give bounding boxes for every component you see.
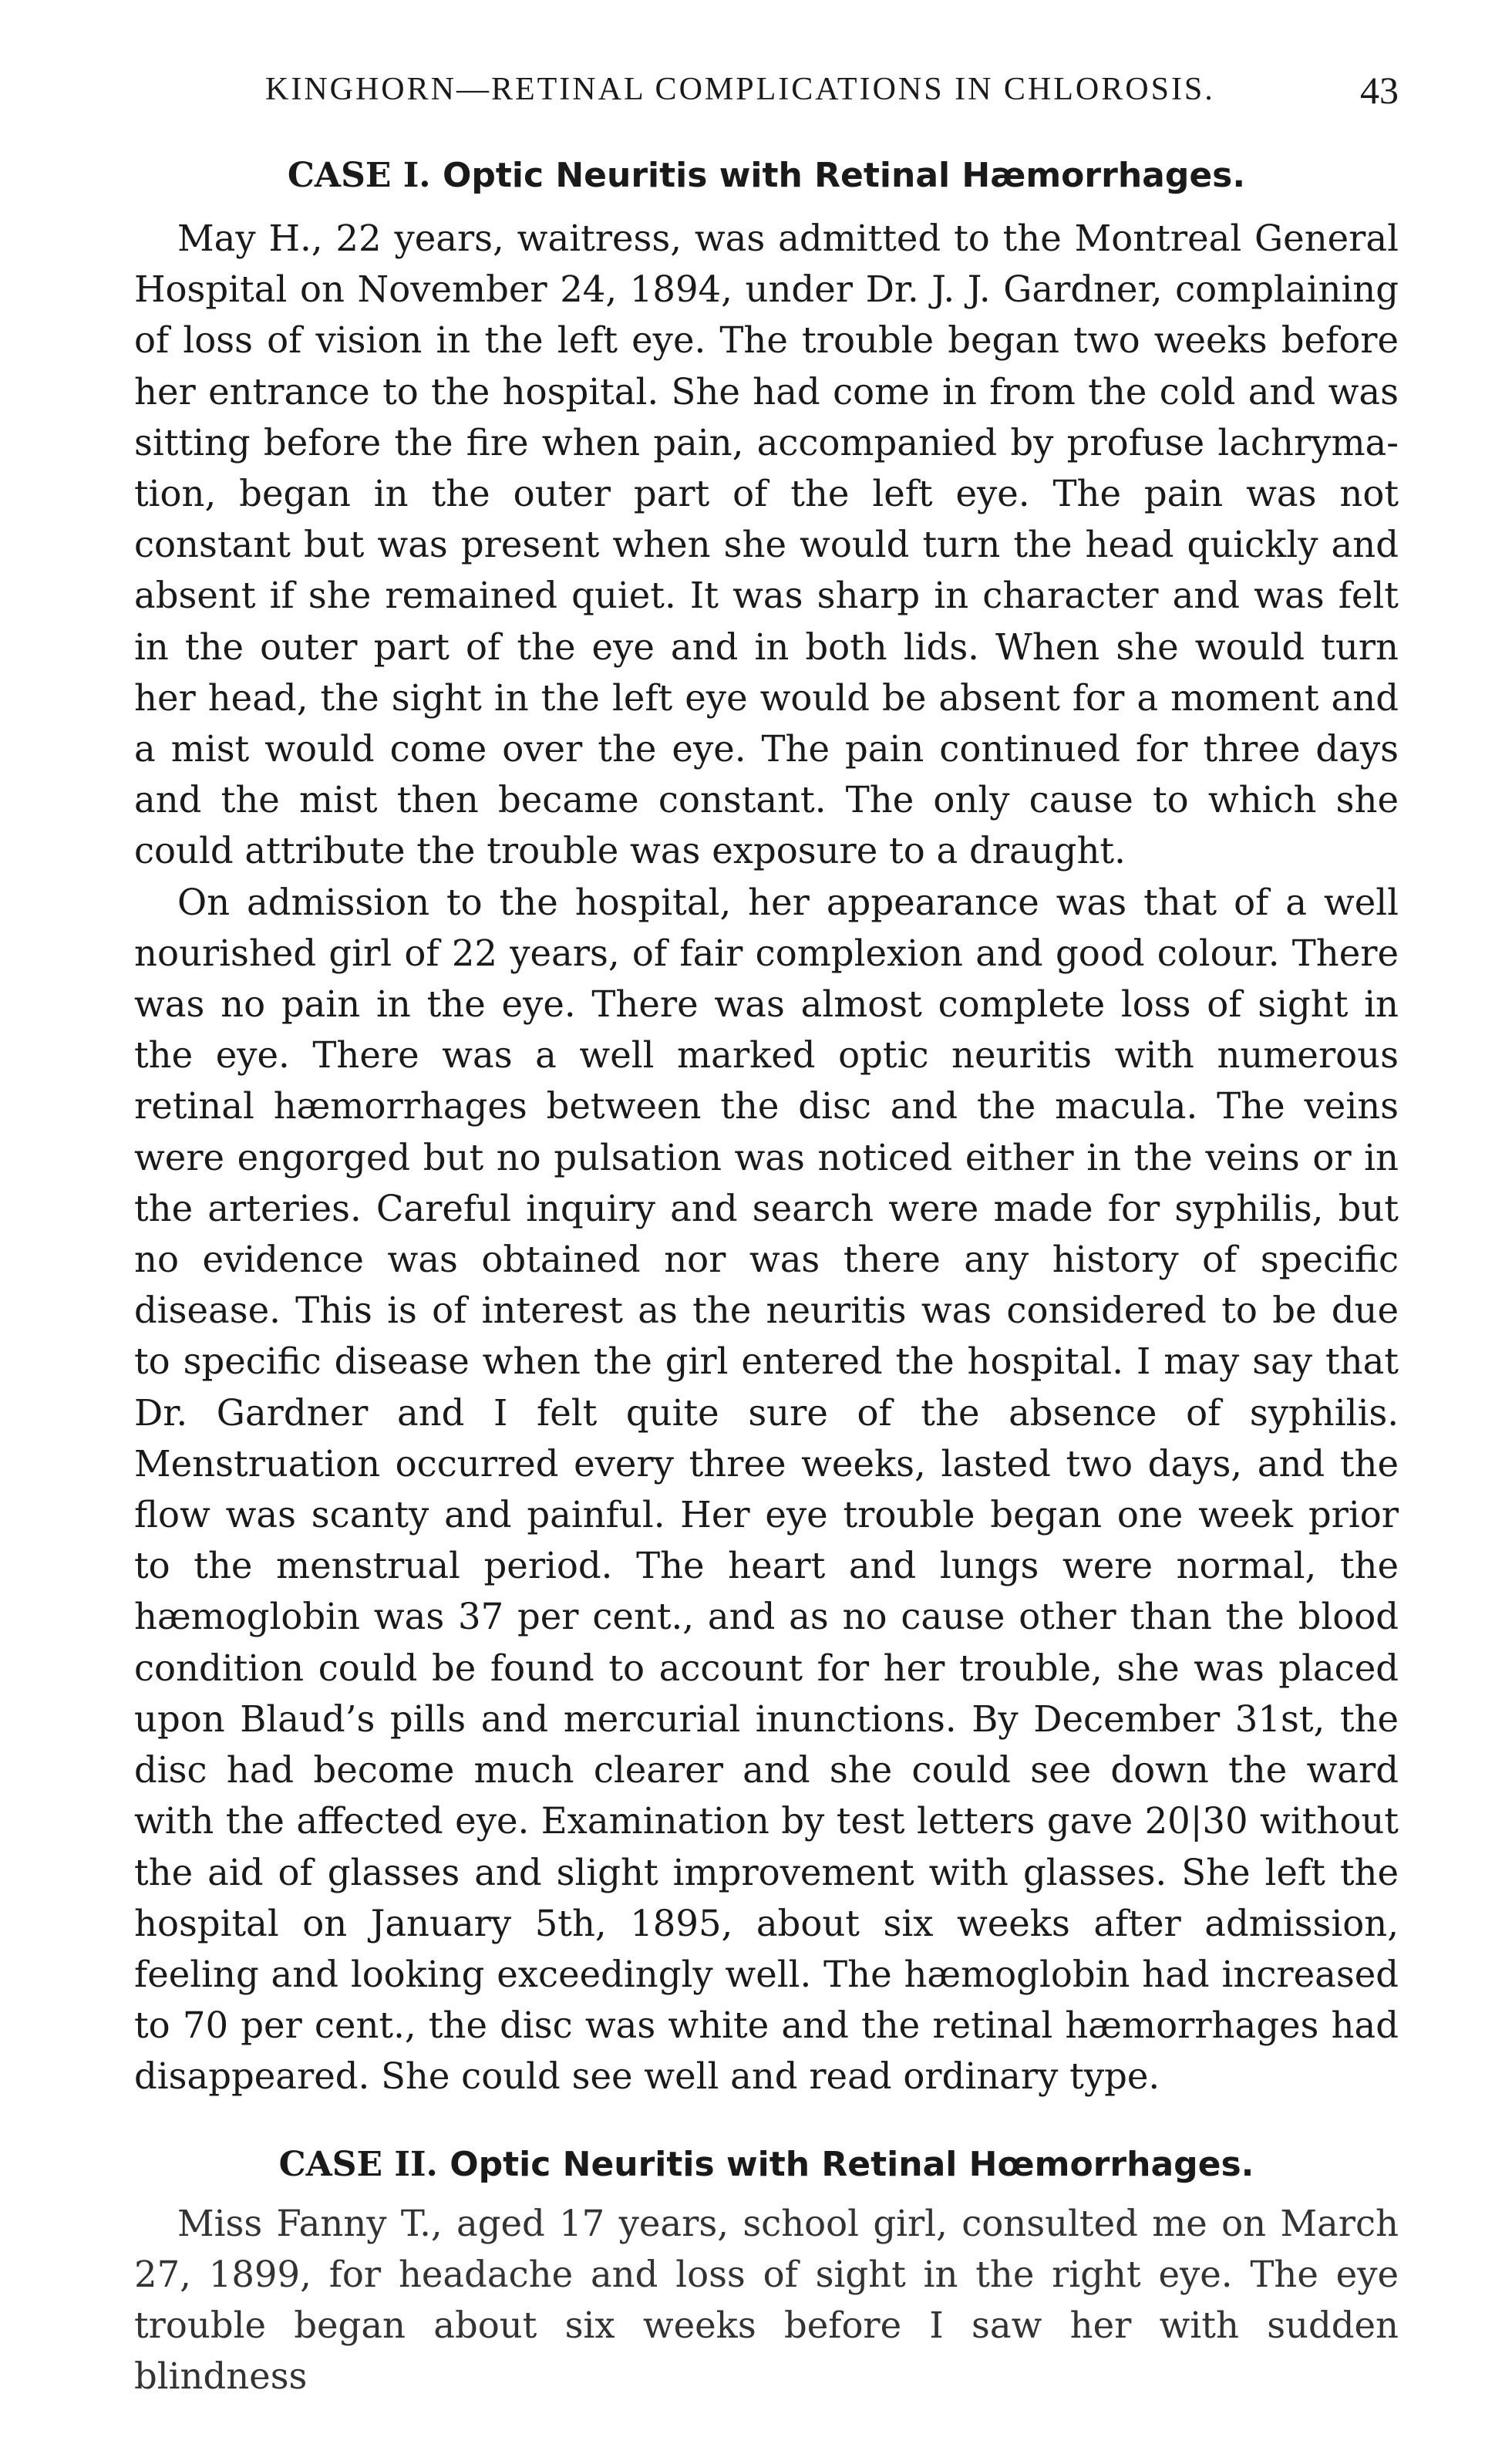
case-1-label: CASE I.: [287, 156, 431, 195]
running-head: [134, 71, 1399, 133]
case-2-paragraph-1: Miss Fanny T., aged 17 years, school girl, consulted me on March 27, 1899, for headache and loss of sight in the right eye. The eye trouble began about six weeks before I saw her with sudden blindness: [134, 2202, 1399, 2398]
case-1-heading: [134, 139, 1399, 213]
journal-page: [134, 71, 1399, 2402]
page-number: 43: [1360, 69, 1399, 112]
running-head-title: KINGHORN—RETINAL COMPLICATIONS IN CHLOROSIS.: [265, 72, 1215, 107]
case-2-label: CASE II.: [278, 2144, 438, 2184]
case-2-heading: [134, 2132, 1399, 2198]
case-1-title: Optic Neuritis with Retinal Hæmorrhages.: [442, 156, 1246, 195]
case-1-paragraph-2: On admission to the hospital, her appearance was that of a well nourished girl of 22 years, of fair complexion and good colour. There was no pain in the eye. There was almost complete loss of sight in the eye. There was a well marked optic neuritis with numerous retinal hæmorrhages between the disc and the macula. The veins were engorged but no pulsation was noticed either in the veins or in the arteries. Careful inquiry and search were made for syphilis, but no evidence was obtained nor was there any history of specific disease. This is of interest as the neuritis was considered to be due to specific disease when the girl entered the hospital. I may say that Dr. Gardner and I felt quite sure of the absence of syphilis. Menstruation occurred every three weeks, lasted two days, and the flow was scanty and painful. Her eye trouble began one week prior to the menstrual period. The heart and lungs were normal, the hæmoglobin was 37 per cent., and as no cause other than the blood condition could be found to account for her trouble, she was placed upon Blaud’s pills and mercurial inunctions. By December 31st, the disc had become much clearer and she could see down the ward with the affected eye. Examination by test letters gave 20|30 without the aid of glasses and slight improvement with glasses. She left the hospital on January 5th, 1895, about six weeks after admission, feeling and looking exceedingly well. The hæmoglobin had increased to 70 per cent., the disc was white and the retinal hæmorrhages had disappeared. She could see well and read ordinary type.: [134, 881, 1399, 2098]
case-1-paragraph-1: May H., 22 years, waitress, was admitted to the Montreal General Hospital on November 24, 1894, under Dr. J. J. Gardner, complaining of loss of vision in the left eye. The trouble began two weeks before her entrance to the hospital. She had come in from the cold and was sitting before the fire when pain, accompanied by profuse lachrymation, began in the outer part of the left eye. The pain was not constant but was present when she would turn the head quickly and absent if she remained quiet. It was sharp in character and was felt in the outer part of the eye and in both lids. When she would turn her head, the sight in the left eye would be absent for a moment and a mist would come over the eye. The pain continued for three days and the mist then became constant. The only cause to which she could attribute the trouble was exposure to a draught.: [134, 217, 1399, 872]
case-2-title: Optic Neuritis with Retinal Hœmorrhages.: [450, 2144, 1254, 2184]
